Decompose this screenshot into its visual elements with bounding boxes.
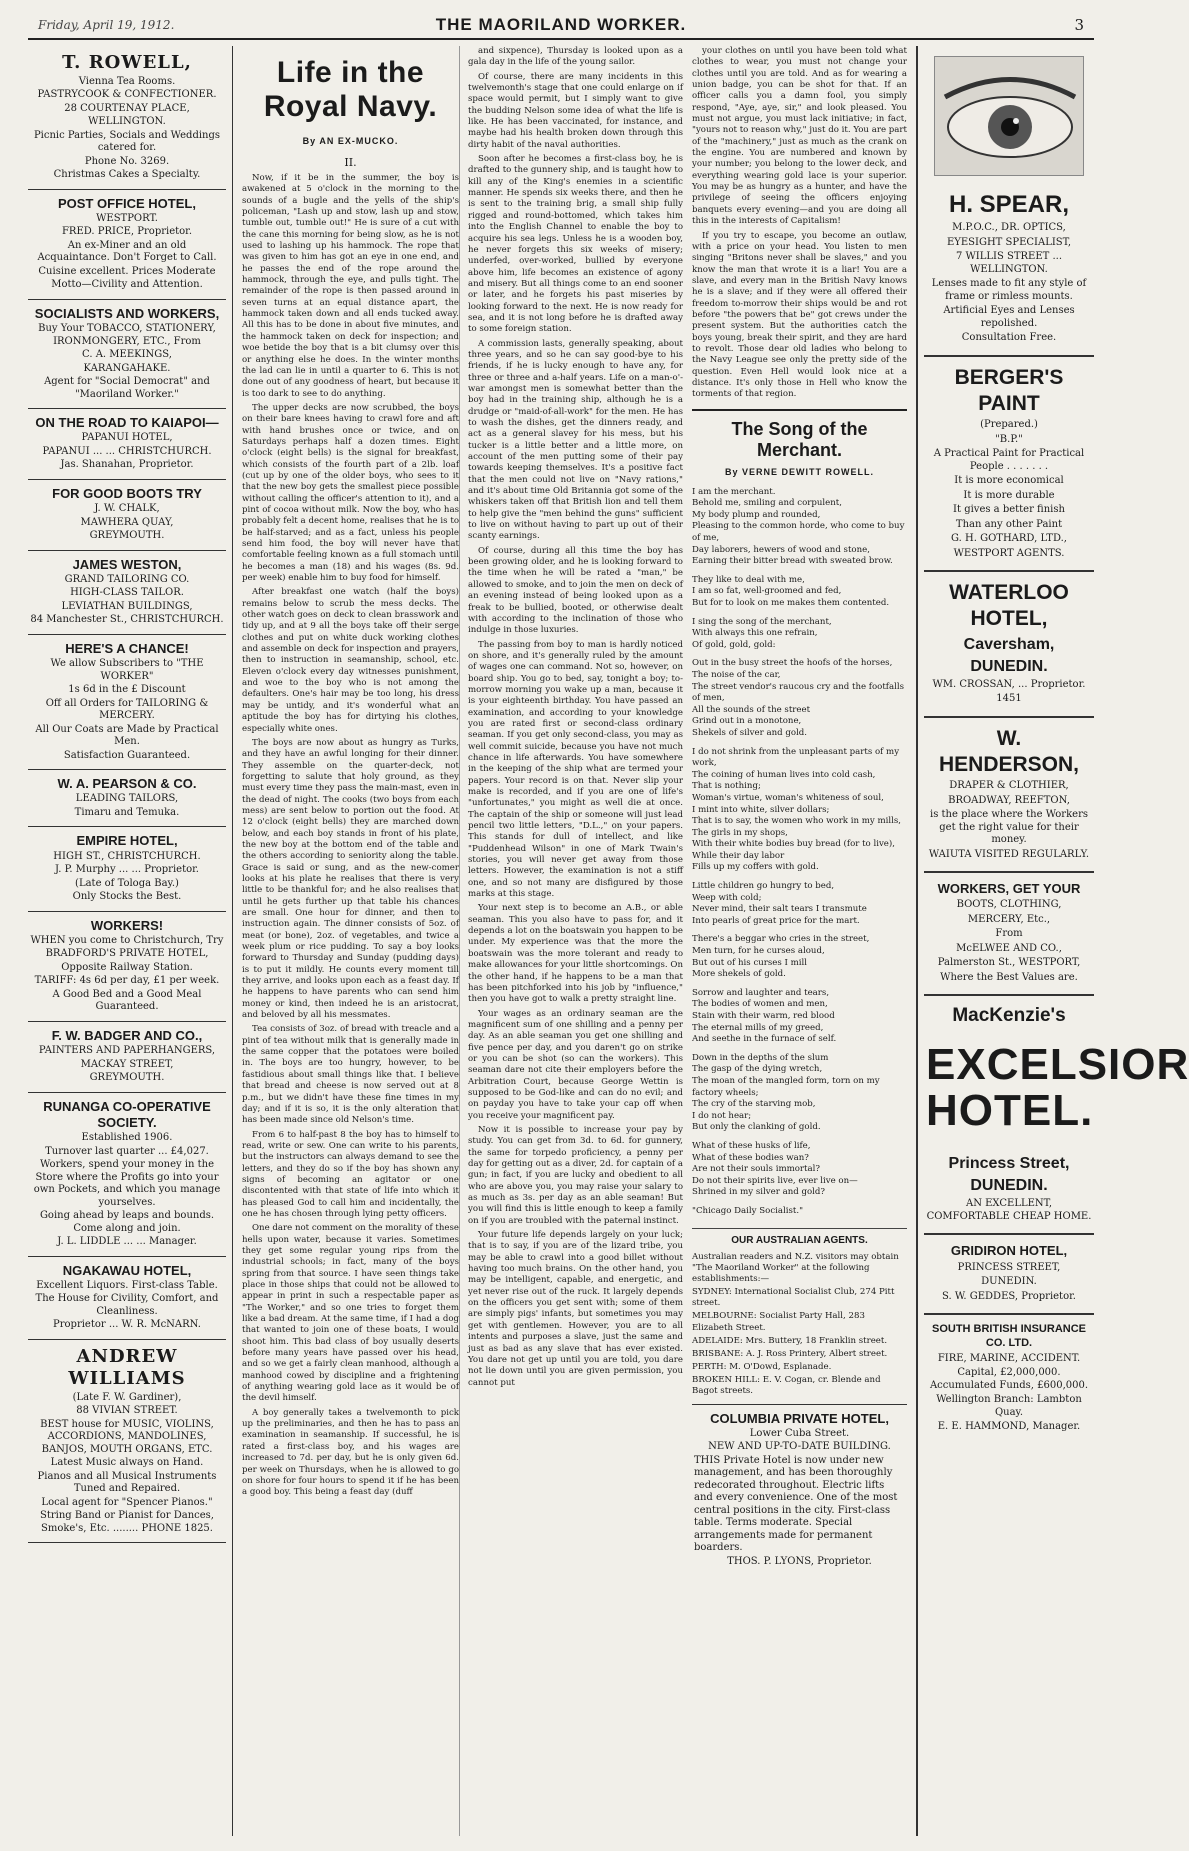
article-paragraph: A boy generally takes a twelvemonth to pick up the preliminaries, and then he has to pass an examination in seamanship. If successful, he is rated a first-class boy, and his wages are increased to 7d. per day, but he is only given 6d. per week on Thursdays, when he is allowed to go on shore for four hours to spend it if he has been a good boy. This being a feast day (duff <box>242 1407 459 1498</box>
poem-line: With their white bodies buy bread (for to live), <box>692 839 895 850</box>
advert-line: Buy Your TOBACCO, STATIONERY, IRONMONGERY, ETC., From <box>38 323 216 347</box>
mcelwee-line: BOOTS, CLOTHING, <box>956 899 1062 911</box>
article-paragraph: From 6 to half-past 8 the boy has to himself to read, write or sew. One can write to his parents, but the instructors can always demand to see the letters, and they do so if the boy has shown any signs of becoming an agitator or one discontented with that state of life into which it has pleased God to call him and incidentally, the one he has chosen through lying petty officers. <box>242 1129 459 1219</box>
advert-name: JAMES WESTON, <box>72 556 182 572</box>
waterloo-details <box>926 635 1092 706</box>
insurance-details <box>926 1353 1092 1434</box>
advert-line: WELLINGTON. <box>88 116 166 127</box>
poem-line: The gasp of the dying wretch, <box>692 1064 823 1075</box>
hotel-line: THIS Private Hotel is now under new management, and has been thoroughly redecorated throughout. Electric lifts and every convenience. One of the most central positions in the city. First-class table. Terms moderate. Special arrangements made for permanent boarders. <box>694 1454 898 1554</box>
gridiron-details <box>926 1262 1092 1304</box>
berger-details <box>926 419 1092 560</box>
poem-line: Woman's virtue, woman's whiteness of soul, <box>692 792 884 803</box>
article-body-2 <box>468 46 683 1389</box>
poem-line: Fills up my coffers with gold. <box>692 862 819 873</box>
issue-date: Friday, April 19, 1912. <box>38 18 175 32</box>
excelsior-line: Princess Street, <box>948 1155 1070 1173</box>
spear-name: H. SPEAR, <box>948 191 1070 218</box>
advert-block <box>28 409 226 480</box>
mcelwee-line: Where the Best Values are. <box>940 971 1078 983</box>
advert-line: Pianos and all Musical Instruments Tuned and Repaired. <box>37 1470 217 1495</box>
advert-name: SOCIALISTS AND WORKERS, <box>34 305 220 321</box>
article-body-1 <box>242 173 459 1499</box>
advert-line: LEADING TAILORS, <box>75 793 179 805</box>
poem-line: But for to look on me makes them contented. <box>692 598 890 608</box>
advert-line: WHEN you come to Christchurch, Try <box>30 934 224 946</box>
article-paragraph: Now it is possible to increase your pay by study. You can get from 3d. to 6d. for gunnery, the same for torpedo proficiency, a penny per day for getting out as a diver, 2d. for captain of a gun; in fact, if you are lucky and obedient to all who are above you, you may raise your salary to as much as 3s. per day as an able seaman! But you will find this is little enough to keep a family on if you are troubled with the paternal instinct. <box>468 1124 683 1226</box>
advert-line: J. P. Murphy ... ... Proprietor. <box>55 864 199 875</box>
poem-line: That is nothing; <box>692 781 761 792</box>
advert-name: ON THE ROAD TO KAIAPOI— <box>35 415 219 430</box>
advert-line: PAINTERS AND PAPERHANGERS, <box>38 1045 216 1056</box>
advert-line: Agent for "Social Democrat" and "Maoriland Worker." <box>44 376 210 400</box>
insurance-name: SOUTH BRITISH INSURANCE CO. LTD. <box>931 1323 1086 1349</box>
poem-stanza <box>692 747 907 875</box>
advert-name: HERE'S A CHANCE! <box>65 640 189 656</box>
henderson-line: BROADWAY, REEFTON, <box>948 794 1070 806</box>
poem-line: Out in the busy street the hoofs of the horses, <box>692 658 893 669</box>
article-paragraph: A commission lasts, generally speaking, about three years, and so he can say good-bye to his friends, if he is lucky enough to have any, for three or three and a-half years. Life on a man-o'-war amongst men is somewhat better than the boy had in the training ship, although he is a drudge or "maid-of-all-work" for the men. He has to wash the dishes, get the dinners ready, and act as a general slavey for his mess, but his tucker is a little better and a little more, on account of the men putting some of their pay towards keeping themselves. It's a positive fact that the men could not live on "Navy rations," and it's about time Old Britannia got some of the whiskers taken off that British lion and tell them to help give the "men behind the guns" sufficient to live on without having to part up out of their scanty earnings. <box>468 338 683 542</box>
poem-title: The Song of the Merchant. <box>692 409 907 461</box>
advert-line: Going ahead by leaps and bounds. Come along and join. <box>39 1210 215 1234</box>
article-paragraph: your clothes on until you have been told what clothes to wear, you must not change your clothes until you are told. And as for wearing a union badge, you can be shot for that. If an officer calls you a damn fool, you simply respond, "Aye, aye, sir," and look pleased. You must not argue, you must lack initiative; in fact, "yours not to reason why," just do it. You are part of the "machinery," just as much as the crank on the engine. You are numbered and known by your number; you belong to the lower deck, and everything wearing gold lace is your superior. You may be as hungry as a hunter, and have the privilege of seeing the officers enjoying banquets every evening—and you are doing all this in the interests of Capitalism! <box>692 46 907 227</box>
excelsior-line: DUNEDIN. <box>970 1177 1048 1195</box>
advert-name: F. W. BADGER AND CO., <box>51 1027 203 1043</box>
waterloo-line: Caversham, <box>963 635 1055 653</box>
poem-line: That is to say, the women who work in my mills, <box>692 816 902 827</box>
advert-line: PASTRYCOOK & CONFECTIONER. <box>37 89 217 100</box>
advert-line: 28 COURTENAY PLACE, <box>64 102 190 114</box>
gridiron-line: S. W. GEDDES, Proprietor. <box>942 1290 1076 1302</box>
poem-stanza <box>692 934 907 980</box>
poem-line: With always this one refrain, <box>692 628 818 639</box>
advert-line: The House for Civility, Comfort, and Cleanliness. <box>35 1293 219 1317</box>
waterloo-line: WM. CROSSAN, ... Proprietor. <box>932 678 1086 690</box>
advert-line: Christmas Cakes a Specialty. <box>53 169 201 180</box>
poem-line: Little children go hungry to bed, <box>692 881 835 892</box>
advert-line: Turnover last quarter ... £4,027. <box>45 1145 209 1157</box>
berger-line: (Prepared.) <box>980 419 1038 430</box>
poem-line: I sing the song of the merchant, <box>692 616 832 627</box>
excelsior-name-2: HOTEL. <box>926 1086 1094 1136</box>
advert-line: String Band or Pianist for Dances, Smoke's, Etc. ........ PHONE 1825. <box>40 1510 214 1534</box>
poem-line: They like to deal with me, <box>692 574 805 585</box>
poem-line: The coining of human lives into cold cash, <box>692 769 876 780</box>
gridiron-ad <box>924 1235 1094 1315</box>
poem-line: I am so fat, well-groomed and fed, <box>692 586 842 597</box>
agent-line: BRISBANE: A. J. Ross Printery, Albert street. <box>692 1348 888 1359</box>
advert-line: C. A. MEEKINGS, <box>82 349 172 360</box>
advert-line: Cuisine excellent. Prices Moderate <box>38 265 216 277</box>
poem-line: Do not their spirits live, ever live on— <box>692 1175 858 1186</box>
advert-name: W. A. PEARSON & CO. <box>57 776 197 791</box>
advert-block <box>28 551 226 635</box>
advert-line: GRAND TAILORING CO. <box>64 573 190 585</box>
berger-line: It is more economical <box>954 475 1064 486</box>
insurance-line: E. E. HAMMOND, Manager. <box>937 1421 1081 1433</box>
berger-line: Than any other Paint <box>955 518 1063 530</box>
poem-stanza <box>692 575 907 610</box>
poem-line: More shekels of gold. <box>692 969 786 980</box>
mcelwee-heading: WORKERS, GET YOUR <box>937 881 1081 896</box>
mcelwee-line: Palmerston St., WESTPORT, <box>937 957 1081 969</box>
advert-line: LEVIATHAN BUILDINGS, <box>61 600 193 612</box>
henderson-line: DRAPER & CLOTHIER, <box>949 780 1069 791</box>
waterloo-line: 1451 <box>996 693 1022 704</box>
advert-name: T. ROWELL, <box>62 52 192 73</box>
excelsior-owner: MacKenzie's <box>952 1005 1066 1027</box>
poem-body <box>692 487 907 1218</box>
spear-ad <box>924 182 1094 357</box>
agent-line: Australian readers and N.Z. visitors may obtain "The Maoriland Worker" at the following establishments:— <box>692 1251 899 1284</box>
spear-line: EYESIGHT SPECIALIST, <box>946 236 1072 248</box>
agents-list <box>692 1252 907 1398</box>
article-paragraph: One dare not comment on the morality of these hells upon water, because it varies. Sometimes they get some regular young rips from the industrial schools; in fact, many of the boys spring from that source. I have seen things take place in those ships that could not be allowed to appear in print in such a respectable paper as "The Worker," and so one tries to forget them like a bad dream. At the same time, if I had a dog that wanted to join one of these boats, I would shoot him. This bad class of boy usually deserts before many years have passed over his head, and so we get a fairly clean manhood, although a manhood cowed by discipline and a frightening of anything wearing gold lace as it would be of the devil himself. <box>242 1223 459 1404</box>
poem-line: What of these bodies wan? <box>692 1152 809 1163</box>
advert-line: GREYMOUTH. <box>89 530 165 541</box>
advert-line: Latest Music always on Hand. <box>50 1457 204 1469</box>
insurance-line: FIRE, MARINE, ACCIDENT. <box>937 1352 1081 1364</box>
hotel-line: Lower Cuba Street. <box>749 1427 850 1439</box>
poem-line: But only the clanking of gold. <box>692 1122 821 1133</box>
advert-line: All Our Coats are Made by Practical Men. <box>35 723 219 747</box>
waterloo-line: DUNEDIN. <box>970 657 1048 675</box>
advert-line: MAWHERA QUAY, <box>80 516 174 528</box>
advert-block <box>28 480 226 551</box>
advert-name: EMPIRE HOTEL, <box>76 833 178 849</box>
advert-name: WORKERS! <box>90 917 164 933</box>
advert-line: Satisfaction Guaranteed. <box>63 749 191 761</box>
poem-stanza <box>692 658 907 739</box>
henderson-line: is the place where the Workers get the right value for their money. <box>930 809 1088 845</box>
article-section-number: II. <box>344 156 357 169</box>
excelsior-ad <box>924 996 1189 1235</box>
columbia-hotel-name: COLUMBIA PRIVATE HOTEL, <box>710 1410 889 1426</box>
advert-name: RUNANGA CO-OPERATIVE SOCIETY. <box>43 1098 211 1130</box>
poem-line: Of gold, gold, gold: <box>692 639 776 650</box>
article-paragraph: Your future life depends largely on your luck; that is to say, if you are of the lizard tribe, you may be able to crawl into a good billet without having too much brains. On the other hand, you may be intelligent, capable, and energetic, and yet never rise out of the ruck. It largely depends on the officers you get sent with; some of them are simply pigs' infants, but sometimes you may get with gentlemen. However, you are to all intents and purposes a slave, just the same and just as bad as any slave that has ever existed. You dare not get up until you are told, you dare not lie down until you are given permission, you cannot put <box>468 1230 683 1388</box>
excelsior-name: EXCELSIOR <box>926 1040 1189 1089</box>
poem-line: Grind out in a monotone, <box>692 716 802 727</box>
advert-line: A Good Bed and a Good Meal Guaranteed. <box>52 988 202 1013</box>
article-column-3 <box>692 46 907 1836</box>
advert-line: GREYMOUTH. <box>89 1072 165 1083</box>
agent-line: BROKEN HILL: E. V. Cogan, cr. Blende and Bagot streets. <box>692 1375 881 1397</box>
poem-line: But out of his curses I mill <box>692 957 808 968</box>
berger-line: G. H. GOTHARD, LTD., <box>951 533 1067 544</box>
excelsior-details <box>926 1154 1092 1223</box>
masthead <box>28 12 1094 40</box>
advert-block <box>28 770 226 827</box>
article-paragraph: Tea consists of 3oz. of bread with treacle and a pint of tea without milk that is generally made in the same copper that the potatoes were boiled in. The boys are too hungry, however, to be fastidious about small things like that. I believe that bread and cheese is now served out at 8 p.m., but we didn't have these fine times in my day; and if it is so, it is the only alteration that has been made since old Nelson's time. <box>242 1024 459 1126</box>
advert-line: Jas. Shanahan, Proprietor. <box>60 459 194 471</box>
poem-line: Pleasing to the common horde, who come to buy of me, <box>692 521 905 544</box>
article-paragraph: Of course, during all this time the boy has been growing older, and he is looking forward to the time when he will be rated a "man," be allowed to smoke, and to join the men on deck of an evening instead of being looked upon as a freak to be bullied, booted, or otherwise dealt with according to the inclination of those who indulge in those luxuries. <box>468 545 683 636</box>
mcelwee-line: McELWEE AND CO., <box>956 942 1062 954</box>
mcelwee-line: MERCERY, Etc., <box>967 913 1051 925</box>
advert-line: Only Stocks the Best. <box>72 891 182 902</box>
poem-stanza <box>692 487 907 568</box>
agent-line: SYDNEY: International Socialist Club, 274 Pitt street. <box>692 1287 895 1309</box>
page-number: 3 <box>1074 16 1084 34</box>
advert-block <box>28 190 226 300</box>
advert-line: 88 VIVIAN STREET. <box>76 1405 178 1417</box>
advert-line: 84 Manchester St., CHRISTCHURCH. <box>30 614 224 626</box>
poem-line: Sorrow and laughter and tears, <box>692 987 830 998</box>
article-byline: By AN EX-MUCKO. <box>302 136 399 146</box>
advert-line: (Late of Tologa Bay.) <box>75 877 179 889</box>
advert-line: J. L. LIDDLE ... ... Manager. <box>57 1236 197 1247</box>
advert-block <box>28 1093 226 1257</box>
poem-line: Into pearls of great price for the mart. <box>692 915 860 926</box>
advert-line: BRADFORD'S PRIVATE HOTEL, <box>45 948 209 960</box>
poem-line: And seethe in the furnace of self. <box>692 1034 837 1045</box>
advert-line: HIGH ST., CHRISTCHURCH. <box>53 850 201 862</box>
poem-line: Day laborers, hewers of wood and stone, <box>692 544 870 555</box>
insurance-line: Wellington Branch: Lambton Quay. <box>936 1394 1082 1418</box>
advert-line: PAPANUI ... ... CHRISTCHURCH. <box>42 445 212 457</box>
insurance-line: Capital, £2,000,000. Accumulated Funds, £600,000. <box>929 1367 1089 1391</box>
poem-line: The bodies of women and men, <box>692 999 828 1010</box>
poem-line: What of these husks of life, <box>692 1140 811 1151</box>
advert-line: MACKAY STREET, <box>80 1058 174 1070</box>
poem-line: I mint into white, silver dollars; <box>692 804 830 815</box>
mcelwee-line: From <box>995 928 1023 940</box>
poem-stanza <box>692 1141 907 1199</box>
hotel-line: NEW AND UP-TO-DATE BUILDING. <box>708 1441 891 1453</box>
poem-stanza <box>692 881 907 927</box>
article-paragraph: Now, if it be in the summer, the boy is awakened at 5 o'clock in the morning to the sounds of a bugle and the yells of the ship's policeman, "Lash up and stow, lash up and stow, tumble out, tumble out!" He is sure of a cut with the cane this morning for being slow, as he is not used to lashing up his hammock. The rope that was given to him has got an eye in one end, and he passes the end of the rope around the hammock, through the eye, and pulls tight. The remainder of the rope is then passed around in seven turns at an equal distance apart, the hammock taken down and all ends tucked away. All this has to be done in about five minutes, and the hammock taken on deck for inspection; and woe betide the boy that is a bit clumsy over this or anything else he does. In the winter months the lad can lie in until a quarter to 6. This is not done out of any goodness of heart, but because it is too dark to see to do anything. <box>242 173 459 399</box>
advert-name: NGAKAWAU HOTEL, <box>62 1262 192 1278</box>
advert-line: Workers, spend your money in the Store where the Profits go into your own Pockets, and which you manage yourselves. <box>33 1159 221 1208</box>
advert-block <box>28 1257 226 1340</box>
poem-line: The moan of the mangled form, torn on my factory wheels; <box>692 1075 880 1098</box>
poem-line: The noise of the car, <box>692 669 781 680</box>
advert-line: KARANGAHAKE. <box>83 362 171 374</box>
agent-line: MELBOURNE: Socialist Party Hall, 283 Elizabeth Street. <box>692 1311 865 1333</box>
article-paragraph: The boys are now about as hungry as Turks, and they have an awful longing for their dinner. They assemble on the quarter-deck, not forgetting to salute that holy ground, as they must every time they pass the main-mast, even in the dead of night. The cooks (two boys from each mess) are sent below to portion out the food. At 12 o'clock (eight bells) they are marched down below, and each boy stands in front of his plate, the new boy at the bottom end of the table and the others according to seniority along the table. Grace is said or sung, and as the new-comer looks at his plate he realises that there is very little to be thankful for; and he also realises that until he gets further up that table his chances are small. One hour for dinner, and then to instruction again. The dinner consists of 5oz. of meat (or bone), 2oz. of vegetables, and twice a week plum or rice pudding. To say a boy looks forward to Thursday and Sunday (pudding days) is to put it mildly. He counts every moment till they arrive, and looks upon each as a feast day. If he happens to have parents who can send him money or kind, then indeed he is an aristocrat, and beloved by all his messmates. <box>242 737 459 1021</box>
advert-line: FRED. PRICE, Proprietor. <box>61 226 193 238</box>
advert-line: Timaru and Temuka. <box>74 806 180 818</box>
article-paragraph: The passing from boy to man is hardly noticed on shore, and it's generally ruled by the amount of wages one can command. Not so, however, on board ship. You go to bed, say, tonight a boy; to-morrow morning you wake up a man, because it is your eighteenth birthday. You have passed an examination, and according to your knowledge you are rated first or second-class ordinary seaman. If you get only second-class, you may as well commit suicide, because you have not much chance in life afterwards. You have somewhere in the keeping of the ship what are termed your papers. Your record is on that. Never slip your make is recorded, and if you are one of life's "unfortunates," you might as well die at once. The captain of the ship or someone will just lead pencil two little letters, "D.L.," on your papers. This stands for dull of intellect, and like "Puddenhead Wilson" in one of Mark Twain's stories, you will never get away from those letters. However, the examination is not a stiff one, and so not many are disfigured by those marks at this stage. <box>468 639 683 900</box>
poem-line: Are not their souls immortal? <box>692 1164 820 1175</box>
advert-block <box>28 1022 226 1093</box>
spear-line: M.P.O.C., DR. OPTICS, <box>952 222 1066 233</box>
article-paragraph: If you try to escape, you become an outlaw, with a price on your head. You listen to men singing "Britons never shall be slaves," and you know the man that wrote it is a liar! You are a slave, and every man in the British Navy knows he is a slave; and if they were all offered their freedom to-morrow their ships would be and rot before "the powers that be" got crews under the present system. But the authorities catch the boys young, break their spirit, and they are hard to revolt. Those dear old ladies who belong to the Navy League see only the pretty side of the question. Even Hell would look nice at a distance. It's only those in Hell who know the torments of that region. <box>692 230 907 400</box>
poem-line: Earning their bitter bread with sweated brow. <box>692 556 893 567</box>
advert-line: Established 1906. <box>81 1132 173 1143</box>
poem-line: The street vendor's raucous cry and the footfalls of men, <box>692 681 905 704</box>
columbia-hotel-ad <box>692 1404 907 1576</box>
advert-line: Off all Orders for TAILORING & MERCERY. <box>45 697 209 721</box>
poem-line: Never mind, their salt tears I transmute <box>692 904 867 915</box>
poem-line: I do not hear; <box>692 1110 752 1121</box>
advert-line: We allow Subscribers to "THE WORKER" <box>50 658 204 682</box>
poem-line: Shekels of silver and gold. <box>692 727 808 738</box>
poem-line: There's a beggar who cries in the street, <box>692 934 870 945</box>
advert-block <box>28 1340 226 1544</box>
mcelwee-ad <box>924 873 1094 996</box>
advert-line: PAPANUI HOTEL, <box>81 432 173 444</box>
article-paragraph: After breakfast one watch (half the boys) remains below to scrub the mess decks. The other watch goes on deck to clean brasswork and tidy up, and at 9 all the boys take off their serge clothes and put on white duck working clothes and assemble on deck for inspection and prayers, then to instruction in seamanship, school, etc. Eleven o'clock every day witnesses punishment, and woe to the boy who is not among the defaulters. One's hair may be too long, his dress may be untidy, and it's wonderful what an aptitude the boy has for dirtying his clothes, especially white ones. <box>242 587 459 734</box>
poem-line: Behold me, smiling and corpulent, <box>692 498 842 509</box>
newspaper-page <box>28 12 1189 1842</box>
advert-block <box>28 300 226 409</box>
article-body-3 <box>692 46 907 401</box>
advert-name: ANDREW WILLIAMS <box>68 1345 186 1390</box>
spear-details <box>926 222 1092 345</box>
article-column-2 <box>468 46 683 1836</box>
henderson-details <box>926 780 1092 861</box>
advert-line: J. W. CHALK, <box>94 503 160 514</box>
poem-line: Shrined in my silver and gold? <box>692 1187 825 1198</box>
henderson-line: WAIUTA VISITED REGULARLY. <box>928 848 1090 860</box>
newspaper-title: THE MAORILAND WORKER. <box>435 15 687 34</box>
berger-line: WESTPORT AGENTS. <box>953 547 1065 559</box>
eye-illustration <box>934 56 1084 176</box>
advert-column-right <box>916 46 1189 1836</box>
advert-line: WESTPORT. <box>96 212 158 224</box>
gridiron-line: PRINCESS STREET, <box>957 1261 1061 1273</box>
poem-line: Stain with their warm, red blood <box>692 1011 835 1021</box>
article-paragraph: The upper decks are now scrubbed, the boys on their bare knees having to crawl fore and aft with hand brushes once or twice, and on Saturdays perhaps half a dozen times. Eight o'clock (eight bells) is the signal for breakfast, which consists of the fourth part of a 2lb. loaf (cut up by one of the older boys, who sees to it that the new boy gets the smallest piece possible without calling the officer's attention to it), and a pint of cocoa without milk. Now the boy, who has probably felt a decent home, realises that he is to be half-starved; and as a fact, unless his people send him food, the boy will never have that comfortable feeling known as a full stomach until he becomes a man (18) and his wages (8s. 9d. per week) enable him to buy food for himself. <box>242 402 459 584</box>
advert-line: Motto—Civility and Attention. <box>51 279 203 291</box>
advert-name: FOR GOOD BOOTS TRY <box>52 485 202 501</box>
agents-title: OUR AUSTRALIAN AGENTS. <box>692 1228 907 1246</box>
advert-line: Phone No. 3269. <box>84 155 170 167</box>
advert-line: HIGH-CLASS TAILOR. <box>70 587 184 599</box>
article-paragraph: Soon after he becomes a first-class boy, he is drafted to the gunnery ship, and is taught how to kill any of the King's enemies in a scientific manner. He spends six weeks there, and then he is sent to the training brig, a small ship fully rigged and round-bottomed, which takes him into the English Channel to enable the boy to acquire his sea legs. Unless he is a wooden boy, he never forgets this six weeks of misery; underfed, over-worked, bullied by everyone above him, life becomes an existence of agony and misery. But all things come to an end sooner or later, and he forgets his past miseries by looking forward to the next. He is now ready for sea, and it is not long before he is drafted away to some foreign station. <box>468 154 683 335</box>
advert-line: Vienna Tea Rooms. <box>78 75 176 87</box>
insurance-ad <box>924 1315 1094 1444</box>
spear-line: 7 WILLIS STREET ... WELLINGTON. <box>955 251 1063 275</box>
henderson-name: W. HENDERSON, <box>938 726 1080 776</box>
advert-block <box>28 46 226 190</box>
poem-line: My body plump and rounded, <box>692 509 821 520</box>
advert-block <box>28 827 226 911</box>
advert-line: Proprietor ... W. R. McNARN. <box>53 1319 201 1331</box>
berger-line: A Practical Paint for Practical People . . . . . . . <box>933 448 1085 472</box>
advert-line: (Late F. W. Gardiner), <box>72 1391 182 1403</box>
poem-stanza <box>692 1206 907 1218</box>
article-column-1 <box>242 46 460 1836</box>
advert-name: POST OFFICE HOTEL, <box>58 195 196 211</box>
poem-line: All the sounds of the street <box>692 704 811 715</box>
poem-line: Men turn, for he curses aloud, <box>692 946 825 957</box>
poem-stanza <box>692 988 907 1046</box>
poem-line: While their day labor <box>692 850 785 861</box>
advert-line: Local agent for "Spencer Pianos." <box>41 1496 213 1508</box>
poem-line: The girls in my shops, <box>692 827 788 838</box>
advert-line: Opposite Railway Station. <box>61 961 193 973</box>
advert-column-left <box>28 46 233 1836</box>
waterloo-ad <box>924 572 1094 718</box>
article-paragraph: and sixpence), Thursday is looked upon as a gala day in the life of the young sailor. <box>468 46 683 68</box>
mcelwee-details <box>926 899 1092 984</box>
berger-name: BERGER'S PAINT <box>954 365 1064 415</box>
berger-line: It is more durable <box>963 489 1055 501</box>
waterloo-name: WATERLOO HOTEL, <box>949 581 1069 631</box>
advert-block <box>28 912 226 1022</box>
henderson-ad <box>924 718 1094 874</box>
poem-line: The eternal mills of my greed, <box>692 1022 824 1033</box>
advert-block <box>28 635 226 770</box>
poem-line: Weep with cold; <box>692 892 762 903</box>
advert-line: Excellent Liquors. First-class Table. <box>36 1279 218 1291</box>
poem-line: The cry of the starving mob, <box>692 1099 816 1110</box>
poem-stanza <box>692 1053 907 1134</box>
berger-line: "B.P." <box>995 433 1023 445</box>
agent-line: ADELAIDE: Mrs. Buttery, 18 Franklin street. <box>692 1335 888 1346</box>
berger-line: It gives a better finish <box>953 504 1065 515</box>
poem-line: I am the merchant. <box>692 486 776 497</box>
gridiron-line: DUNEDIN. <box>981 1276 1037 1288</box>
agent-line: PERTH: M. O'Dowd, Esplanade. <box>692 1362 832 1373</box>
advert-line: Picnic Parties, Socials and Weddings catered for. <box>33 129 221 153</box>
spear-line: Lenses made to fit any style of frame or rimless mounts. <box>931 278 1087 302</box>
columbia-hotel-details <box>694 1428 905 1569</box>
excelsior-line: AN EXCELLENT, COMFORTABLE CHEAP HOME. <box>926 1198 1092 1222</box>
article-paragraph: Of course, there are many incidents in this twelvemonth's stage that one could enlarge on if space would permit, but I simply want to give the budding Nelson some idea of what the life is like. He has been vaccinated, for instance, and maybe had his health broken down through this dirty habit of the naval authorities. <box>468 71 683 150</box>
spear-line: Artificial Eyes and Lenses repolished. <box>943 305 1075 329</box>
gridiron-name: GRIDIRON HOTEL, <box>950 1243 1068 1259</box>
berger-ad <box>924 357 1094 573</box>
poem-byline: By VERNE DEWITT ROWELL. <box>725 466 874 477</box>
article-paragraph: Your next step is to become an A.B., or able seaman. This you also have to pass for, and it depends a lot on the boatswain you happen to be under. My experience was that the more the boatswain was the more tolerant and ready to make allowances for your little shortcomings. On the other hand, if he happens to be a man that has been pitchforked into his job by "influence," then you have got to walk a pretty straight line. <box>468 903 683 1005</box>
advert-line: An ex-Miner and an old Acquaintance. Don't Forget to Call. <box>37 239 217 264</box>
poem-stanza <box>692 617 907 652</box>
advert-line: BEST house for MUSIC, VIOLINS, ACCORDIONS, MANDOLINES, BANJOS, MOUTH ORGANS, ETC. <box>40 1418 214 1455</box>
advert-line: TARIFF: 4s 6d per day, £1 per week. <box>34 975 220 987</box>
advert-line: 1s 6d in the £ Discount <box>68 684 186 695</box>
hotel-line: THOS. P. LYONS, Proprietor. <box>727 1555 872 1567</box>
article-title: Life in the Royal Navy. <box>263 56 438 123</box>
poem-line: "Chicago Daily Socialist." <box>692 1205 804 1216</box>
article-paragraph: Your wages as an ordinary seaman are the magnificent sum of one shilling and a penny per day. As an able seaman you get one shilling and five pence per day, and you daren't go on strike or you can be shot (so can the workers). This seaman dare not cite their employers before the Arbitration Court, because George Wettin is supposed to be God-like and can do no evil; and on payday you have to take your cap off when you receive your magnificent pay. <box>468 1008 683 1121</box>
poem-line: Down in the depths of the slum <box>692 1052 829 1063</box>
poem-line: I do not shrink from the unpleasant parts of my work, <box>692 746 900 769</box>
spear-line: Consultation Free. <box>961 332 1057 343</box>
